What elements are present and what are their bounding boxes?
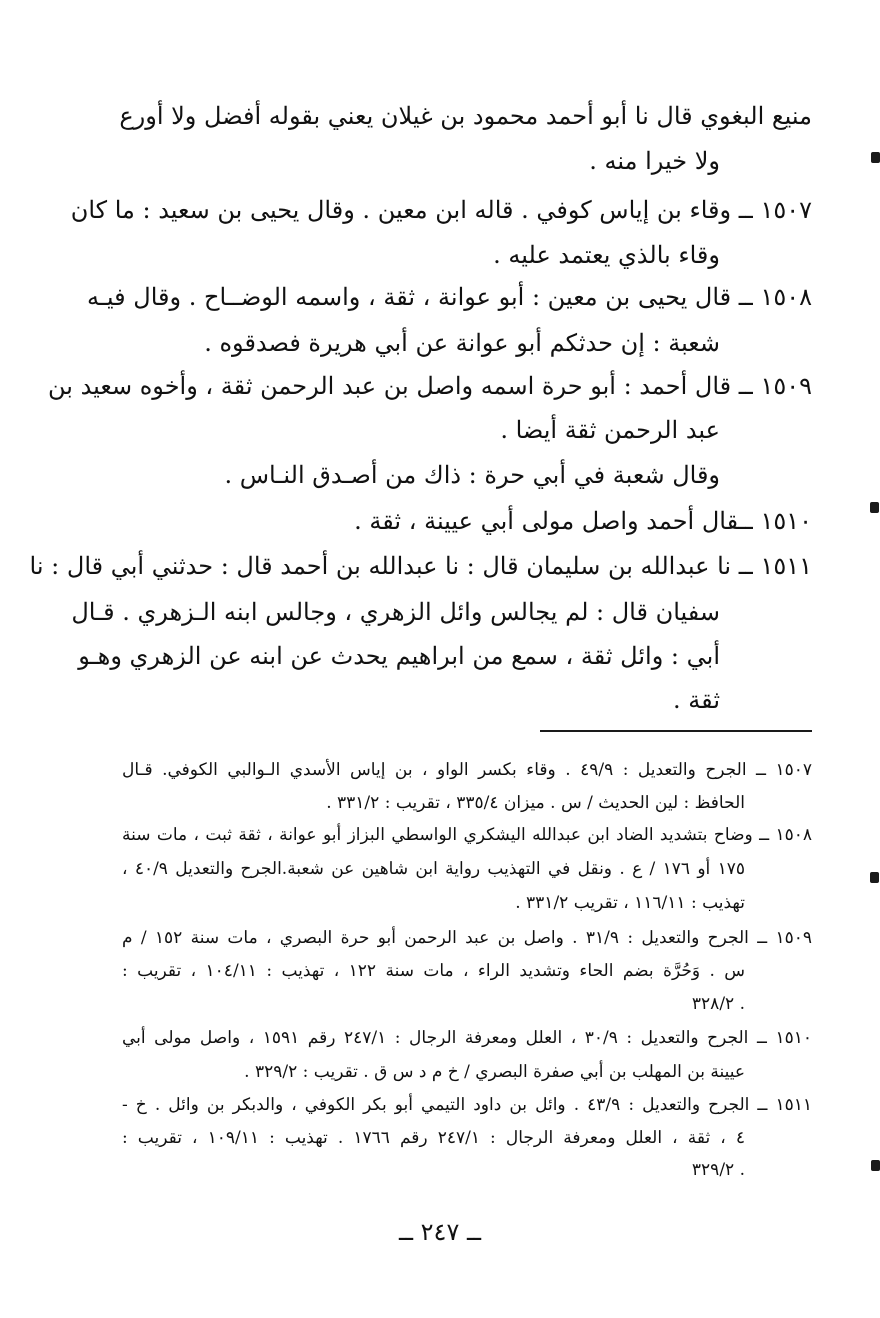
- binding-mark: [871, 1160, 880, 1171]
- footnote-line-13: ٣٢٩/٢ .: [691, 1160, 745, 1180]
- main-line-9: وقال شعبة في أبي حرة : ذاك من أصـدق النـاس .: [224, 461, 720, 489]
- main-line-13: أبي : وائل ثقة ، سمع من ابراهيم يحدث عن ابنه عن الزهري وهـو: [78, 642, 720, 670]
- footnote-line-9: ١٥١٠ ــ الجرح والتعديل : ٣٠/٩ ، العلل ومعرفة الرجال : ٢٤٧/١ رقم ١٥٩١ ، واصل مولى أبي: [122, 1028, 812, 1048]
- main-line-12: سفيان قال : لم يجالس وائل الزهري ، وجالس ابنه الـزهري . قـال: [71, 598, 720, 626]
- footnote-line-11: ١٥١١ ــ الجرح والتعديل : ٤٣/٩ . وائل بن داود التيمي أبو بكر الكوفي ، والدبكر بن وائل . خ -: [122, 1095, 812, 1115]
- main-line-4: وقاء بالذي يعتمد عليه .: [493, 241, 720, 269]
- main-line-3: ١٥٠٧ ــ وقاء بن إياس كوفي . قاله ابن معين . وقال يحيى بن سعيد : ما كان: [70, 196, 812, 224]
- footnote-line-12: ٤ ، ثقة ، العلل ومعرفة الرجال : ٢٤٧/١ رقم ١٧٦٦ . تهذيب : ١٠٩/١١ ، تقريب :: [122, 1128, 745, 1148]
- binding-mark: [871, 152, 880, 163]
- footnote-line-1: ١٥٠٧ ــ الجرح والتعديل : ٤٩/٩ . وقاء بكسر الواو ، بن إياس الأسدي الـوالبي الكوفي. قـال: [122, 760, 812, 780]
- footnote-separator: [540, 730, 812, 732]
- footnote-line-3: ١٥٠٨ ــ وضاح بتشديد الضاد ابن عبدالله اليشكري الواسطي البزاز أبو عوانة ، ثقة ثبت ، مات سنة: [122, 825, 812, 845]
- main-line-14: ثقة .: [673, 686, 720, 714]
- main-line-11: ١٥١١ ــ نا عبدالله بن سليمان قال : نا عبدالله بن أحمد قال : حدثني أبي قال : نا: [29, 552, 812, 580]
- main-line-2: ولا خيرا منه .: [589, 147, 720, 175]
- binding-mark: [870, 872, 879, 883]
- main-line-8: عبد الرحمن ثقة أيضا .: [500, 416, 720, 444]
- main-line-7: ١٥٠٩ ــ قال أحمد : أبو حرة اسمه واصل بن عبد الرحمن ثقة ، وأخوه سعيد بن: [48, 372, 812, 400]
- footnote-line-8: ٣٢٨/٢ .: [691, 994, 745, 1014]
- main-line-10: ١٥١٠ ــقال أحمد واصل مولى أبي عيينة ، ثقة .: [354, 507, 812, 535]
- footnote-line-4: ١٧٥ أو ١٧٦ / ع . ونقل في التهذيب رواية ابن شاهين عن شعبة.الجرح والتعديل ٤٠/٩ ،: [122, 859, 745, 879]
- main-line-5: ١٥٠٨ ــ قال يحيى بن معين : أبو عوانة ، ثقة ، واسمه الوضــاح . وقال فيـه: [87, 283, 812, 311]
- main-line-1: منيع البغوي قال نا أبو أحمد محمود بن غيلان يعني بقوله أفضل ولا أورع: [119, 102, 812, 130]
- footnote-line-7: س . وَحُرَّة بضم الحاء وتشديد الراء ، مات سنة ١٢٢ ، تهذيب : ١٠٤/١١ ، تقريب :: [122, 961, 745, 981]
- footnote-line-5: تهذيب : ١١٦/١١ ، تقريب ٣٣١/٢ .: [515, 893, 745, 913]
- page-number: ــ ٢٤٧ ــ: [398, 1218, 482, 1246]
- main-line-6: شعبة : إن حدثكم أبو عوانة عن أبي هريرة فصدقوه .: [204, 329, 720, 357]
- binding-mark: [870, 502, 879, 513]
- footnote-line-10: عيينة بن المهلب بن أبي صفرة البصري / خ م د س ق . تقريب : ٣٢٩/٢ .: [244, 1062, 745, 1082]
- footnote-line-2: الحافظ : لين الحديث / س . ميزان ٣٣٥/٤ ، تقريب : ٣٣١/٢ .: [326, 793, 745, 813]
- footnote-line-6: ١٥٠٩ ــ الجرح والتعديل : ٣١/٩ . واصل بن عبد الرحمن أبو حرة البصري ، مات سنة ١٥٢ / م: [122, 928, 813, 948]
